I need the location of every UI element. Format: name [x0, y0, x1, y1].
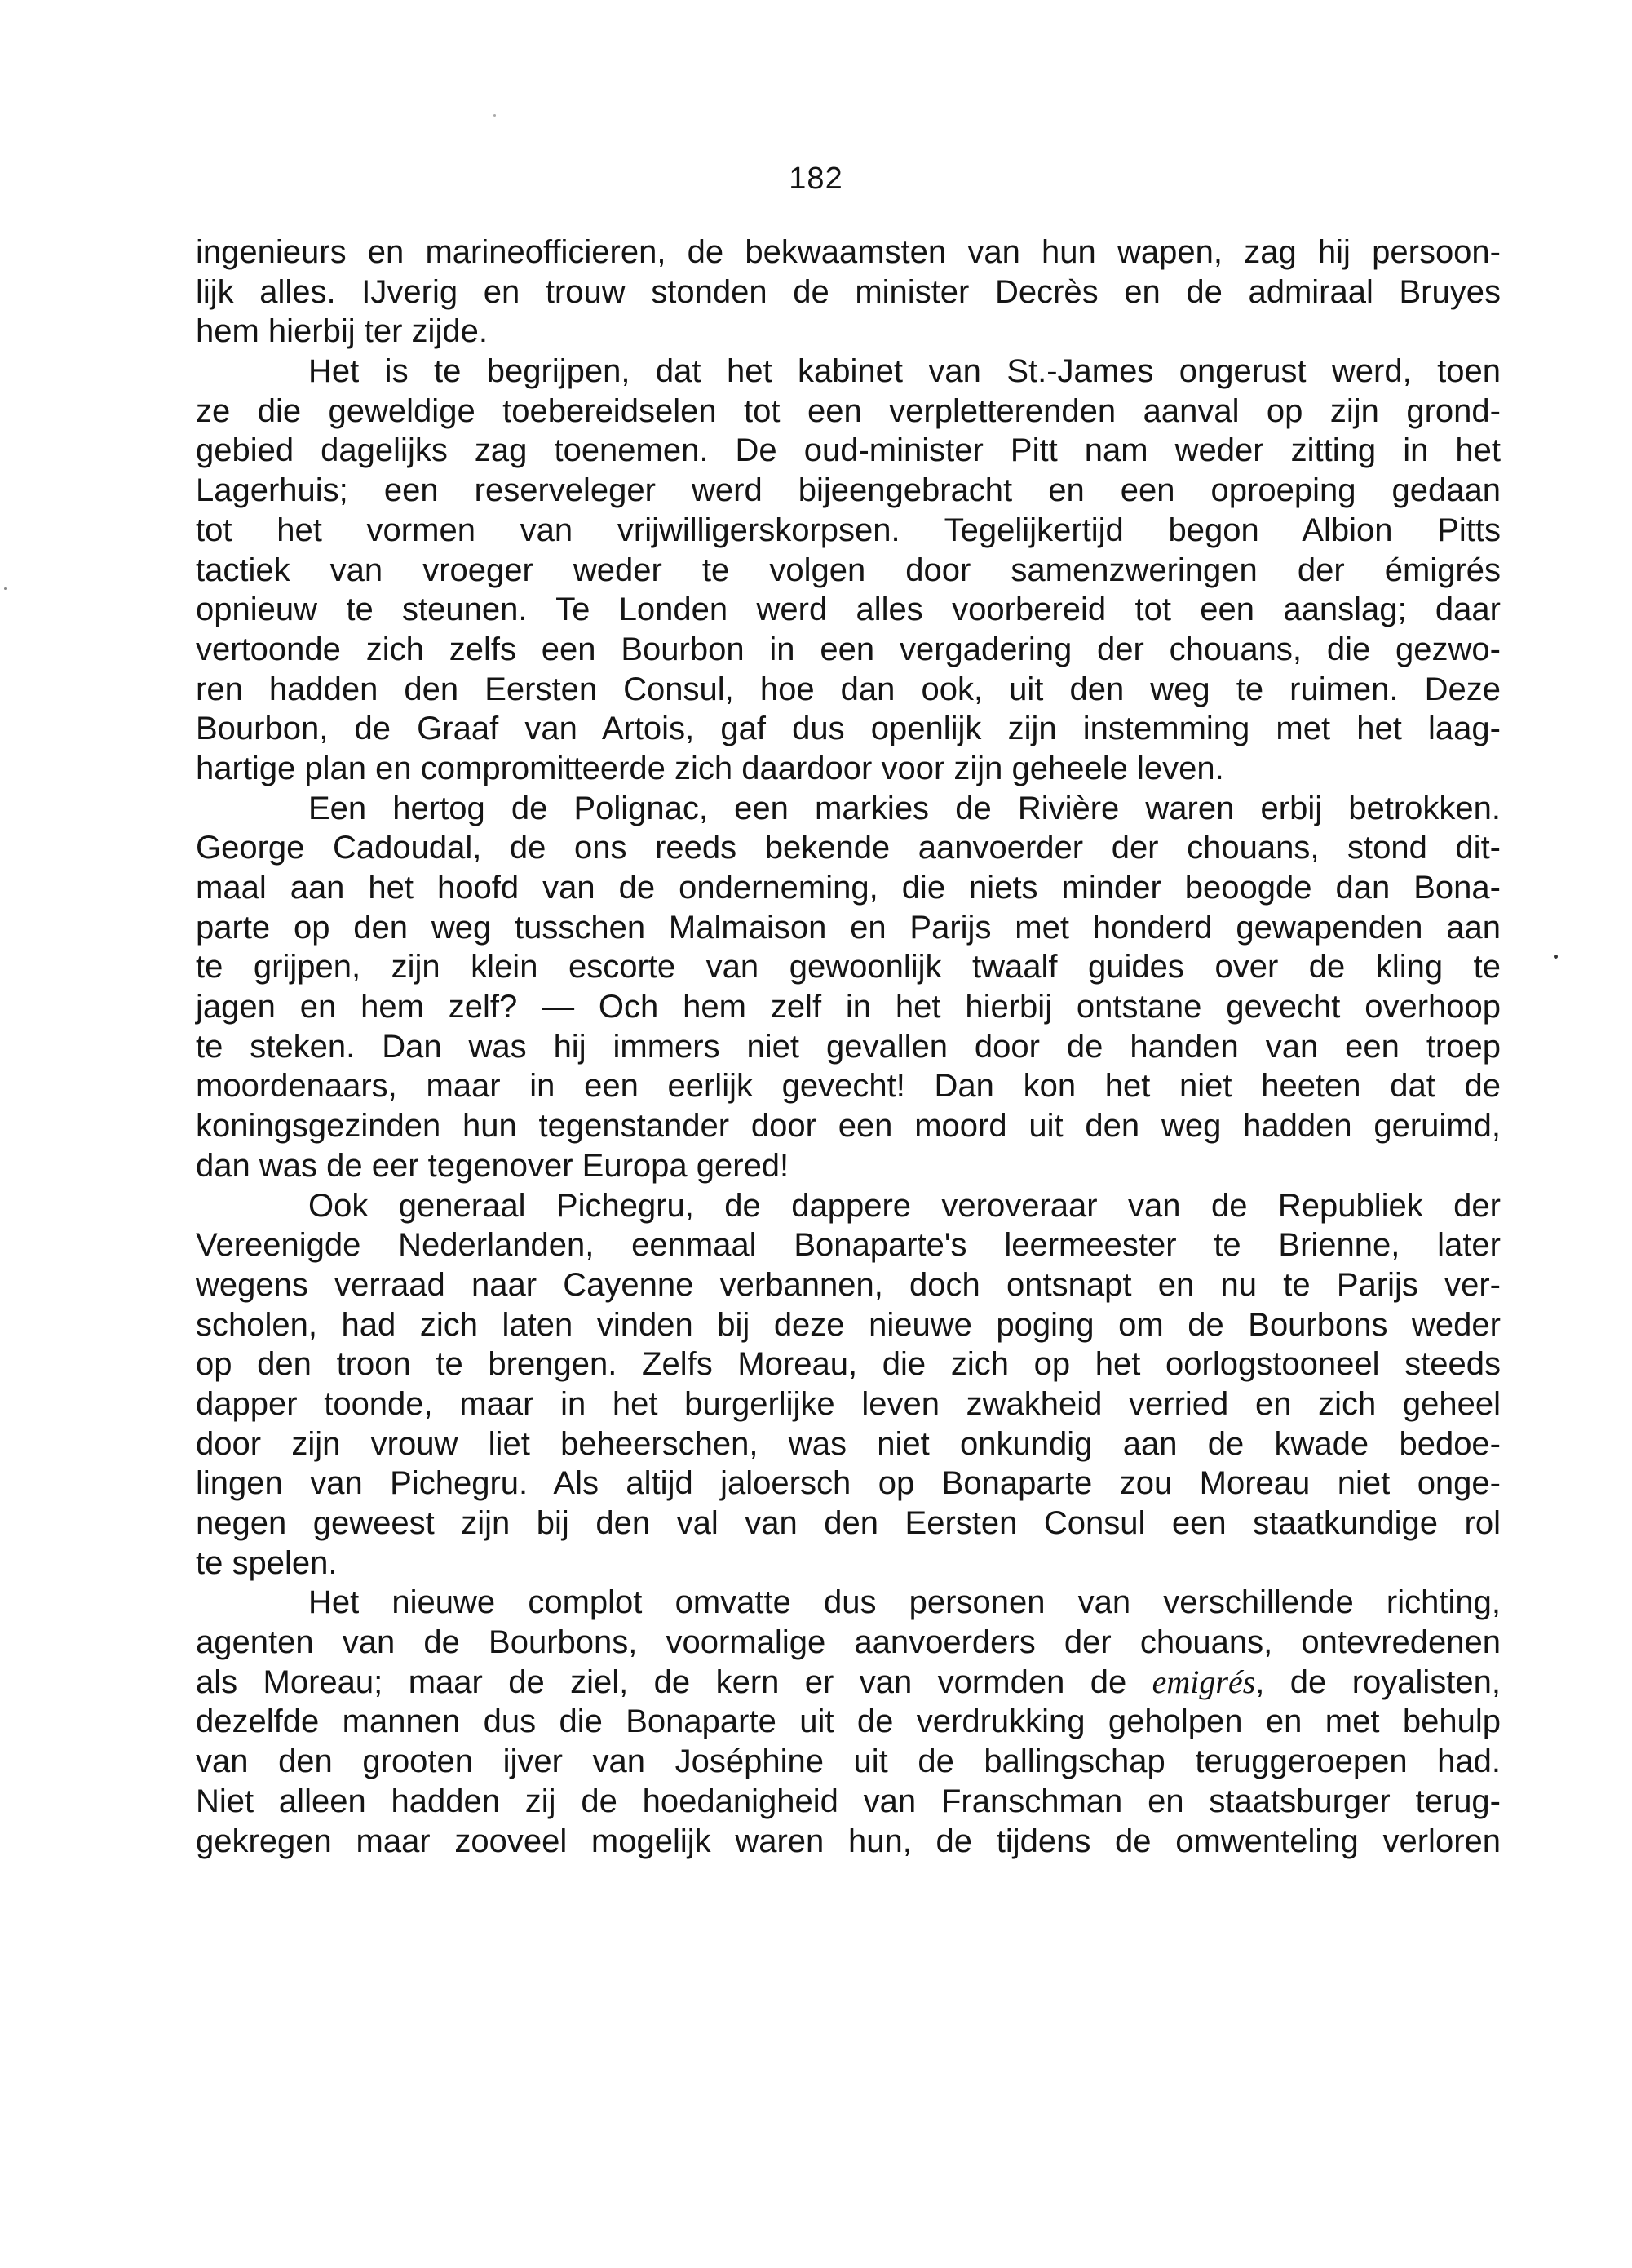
text-line: wegens verraad naar Cayenne verbannen, doch ontsnapt en nu te Parijs ver- — [196, 1266, 1501, 1303]
text-line: opnieuw te steunen. Te Londen werd alles voorbereid tot een aanslag; daar — [196, 591, 1501, 628]
margin-mark — [1554, 955, 1558, 959]
text-line: tot het vormen van vrijwilligerskorpsen. Tegelijkertijd begon Albion Pitts — [196, 512, 1501, 548]
text-line: ze die geweldige toebereidselen tot een verpletterenden aanval op zijn grond- — [196, 392, 1501, 429]
text-line: jagen en hem zelf? — Och hem zelf in het hierbij ontstane gevecht overhoop — [196, 989, 1501, 1025]
page-number: 182 — [789, 162, 843, 196]
text-line: George Cadoudal, de ons reeds bekende aanvoerder der chouans, stond dit- — [196, 830, 1501, 866]
text-line: lijk alles. IJverig en trouw stonden de minister Decrès en de admiraal Bruyes — [196, 273, 1501, 310]
text-line: parte op den weg tusschen Malmaison en Parijs met honderd gewapenden aan — [196, 909, 1501, 946]
text-line: maal aan het hoofd van de onderneming, die niets minder beoogde dan Bona- — [196, 870, 1501, 906]
text-line: moordenaars, maar in een eerlijk gevecht! Dan kon het niet heeten dat de — [196, 1068, 1501, 1105]
text-line: vertoonde zich zelfs een Bourbon in een vergadering der chouans, die gezwo- — [196, 631, 1501, 667]
text-line — [196, 1663, 1501, 1703]
text-line: dapper toonde, maar in het burgerlijke leven zwakheid verried en zich geheel — [196, 1385, 1501, 1422]
text-line: te steken. Dan was hij immers niet gevallen door de handen van een troep — [196, 1028, 1501, 1065]
text-line: Vereenigde Nederlanden, eenmaal Bonaparte's leermeester te Brienne, later — [196, 1227, 1501, 1264]
text-line: op den troon te brengen. Zelfs Moreau, die zich op het oorlogstooneel steeds — [196, 1346, 1501, 1383]
text-segment: , de royalisten, — [1255, 1663, 1501, 1700]
text-line: Het is te begrijpen, dat het kabinet van St.-James ongerust werd, toen — [308, 353, 1501, 390]
text-line: hartige plan en compromitteerde zich daardoor voor zijn geheele leven. — [196, 750, 1224, 786]
text-line: dezelfde mannen dus die Bonaparte uit de verdrukking geholpen en met behulp — [196, 1703, 1501, 1740]
text-line: lingen van Pichegru. Als altijd jaloersch op Bonaparte zou Moreau niet onge- — [196, 1465, 1501, 1502]
text-line: gekregen maar zooveel mogelijk waren hun, de tijdens de omwenteling verloren — [196, 1823, 1501, 1859]
text-line: Bourbon, de Graaf van Artois, gaf dus openlijk zijn instemming met het laag- — [196, 711, 1501, 747]
text-line: te spelen. — [196, 1544, 338, 1581]
text-line: gebied dagelijks zag toenemen. De oud-minister Pitt nam weder zitting in het — [196, 432, 1501, 469]
text-line: Ook generaal Pichegru, de dappere veroveraar van de Republiek der — [308, 1187, 1501, 1224]
italic-term: emigrés — [1152, 1663, 1256, 1700]
text-line: agenten van de Bourbons, voormalige aanvoerders der chouans, ontevredenen — [196, 1624, 1501, 1661]
text-line: hem hierbij ter zijde. — [196, 313, 488, 350]
text-line: ingenieurs en marineofficieren, de bekwaamsten van hun wapen, zag hij persoon- — [196, 234, 1501, 270]
text-line: tactiek van vroeger weder te volgen door samenzweringen der émigrés — [196, 551, 1501, 588]
text-line: Een hertog de Polignac, een markies de Rivière waren erbij betrokken. — [308, 790, 1501, 826]
text-line: van den grooten ijver van Joséphine uit de ballingschap teruggeroepen had. — [196, 1743, 1501, 1780]
text-line: scholen, had zich laten vinden bij deze nieuwe poging om de Bourbons weder — [196, 1306, 1501, 1343]
text-line: te grijpen, zijn klein escorte van gewoonlijk twaalf guides over de kling te — [196, 949, 1501, 986]
text-line: Niet alleen hadden zij de hoedanigheid van Franschman en staatsburger terug- — [196, 1783, 1501, 1819]
scan-speck — [493, 114, 496, 117]
text-line: koningsgezinden hun tegenstander door een moord uit den weg hadden geruimd, — [196, 1108, 1501, 1145]
text-line: Het nieuwe complot omvatte dus personen van verschillende richting, — [308, 1584, 1501, 1621]
body-text — [196, 233, 1501, 1861]
text-line: ren hadden den Eersten Consul, hoe dan ook, uit den weg te ruimen. Deze — [196, 671, 1501, 707]
scan-speck — [4, 587, 7, 590]
text-line: Lagerhuis; een reserveleger werd bijeengebracht en een oproeping gedaan — [196, 472, 1501, 509]
text-line: dan was de eer tegenover Europa gered! — [196, 1147, 789, 1184]
text-line: negen geweest zijn bij den val van den Eersten Consul een staatkundige rol — [196, 1505, 1501, 1541]
text-line: door zijn vrouw liet beheerschen, was niet onkundig aan de kwade bedoe- — [196, 1425, 1501, 1462]
text-segment: als Moreau; maar de ziel, de kern er van vormden de — [196, 1663, 1152, 1700]
